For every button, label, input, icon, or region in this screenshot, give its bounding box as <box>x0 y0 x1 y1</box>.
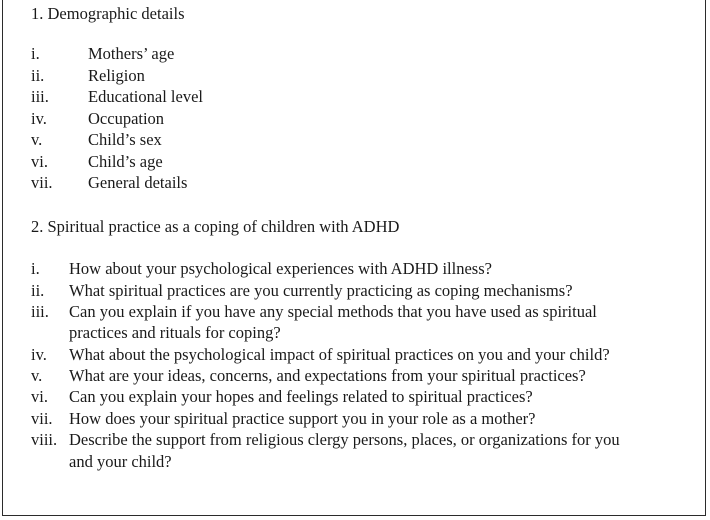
item-text: Can you explain your hopes and feelings related to spiritual practices? <box>69 387 533 406</box>
section-2-heading: 2. Spiritual practice as a coping of children with ADHD <box>31 217 400 236</box>
section-1-heading: 1. Demographic details <box>31 4 185 23</box>
item-text: General details <box>88 173 188 192</box>
item-number: ii. <box>31 281 45 300</box>
item-text-continued: practices and rituals for coping? <box>69 323 281 342</box>
item-number: v. <box>31 130 43 149</box>
item-number: i. <box>31 44 40 63</box>
item-text: What spiritual practices are you currently practicing as coping mechanisms? <box>69 281 573 300</box>
item-text: Occupation <box>88 109 165 128</box>
item-number: iii. <box>31 87 49 106</box>
item-number: viii. <box>31 430 58 449</box>
item-number: iii. <box>31 302 49 321</box>
item-text: How about your psychological experiences with ADHD illness? <box>69 259 492 278</box>
item-number: vi. <box>31 152 48 171</box>
questionnaire-frame <box>2 0 706 516</box>
item-text: Mothers’ age <box>88 44 175 63</box>
item-number: i. <box>31 259 40 278</box>
item-number: vi. <box>31 387 48 406</box>
item-number: ii. <box>31 66 45 85</box>
item-text: What are your ideas, concerns, and expectations from your spiritual practices? <box>69 366 586 385</box>
item-number: iv. <box>31 109 47 128</box>
item-text: Religion <box>88 66 145 85</box>
item-text: What about the psychological impact of spiritual practices on you and your child? <box>69 345 610 364</box>
item-text: Child’s age <box>88 152 163 171</box>
item-number: v. <box>31 366 43 385</box>
item-text: Describe the support from religious clergy persons, places, or organizations for you <box>69 430 620 449</box>
item-number: vii. <box>31 409 53 428</box>
item-number: vii. <box>31 173 53 192</box>
item-text: Educational level <box>88 87 203 106</box>
item-text-continued: and your child? <box>69 452 172 471</box>
item-number: iv. <box>31 345 47 364</box>
item-text: Child’s sex <box>88 130 162 149</box>
item-text: How does your spiritual practice support you in your role as a mother? <box>69 409 536 428</box>
item-text: Can you explain if you have any special methods that you have used as spiritual <box>69 302 597 321</box>
